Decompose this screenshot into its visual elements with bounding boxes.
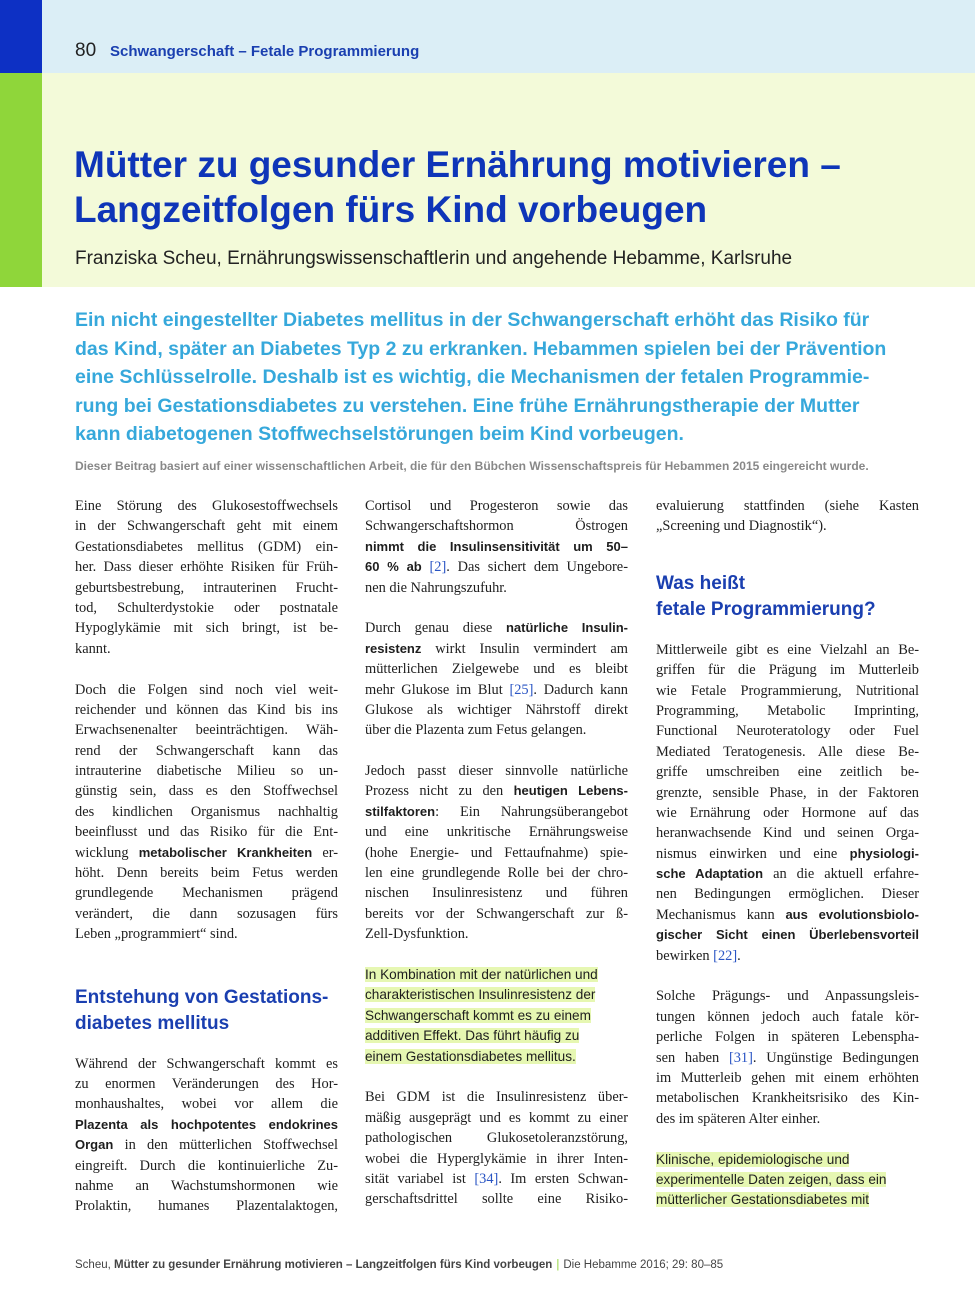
- text-line: sen haben [31]. Ungünstige Bedingungen: [656, 1049, 919, 1066]
- running-title: Schwangerschaft – Fetale Programmierung: [110, 43, 420, 60]
- text-line: eingreift. Durch die kontinuierliche Zu-: [75, 1157, 338, 1174]
- citation-link[interactable]: [31]: [728, 1049, 753, 1066]
- bold-term: resistenz: [365, 640, 422, 656]
- text-line: Während der Schwangerschaft kommt es: [75, 1055, 338, 1072]
- text-line: wobei die Hyperglykämie in ihrer Inten-: [365, 1150, 628, 1167]
- bold-term: 60 % ab: [365, 559, 422, 575]
- text-line: Eine Störung des Glukosestoffwechsels: [75, 498, 338, 514]
- text-line: [656, 925, 919, 945]
- column-1: [75, 496, 338, 1217]
- lead-line: das Kind, später an Diabetes Typ 2 zu erkranken. Hebammen spielen bei der Prävention: [75, 337, 887, 360]
- bold-term: nimmt die Insulinsensitivität um 50–: [365, 538, 628, 554]
- text-line: wie Fetale Programmierung, Nutritional: [656, 682, 919, 699]
- bold-term: gischer Sicht einen Überlebensvorteil: [656, 927, 919, 943]
- bold-term: heutigen Lebens-: [513, 783, 628, 799]
- text-line: evaluierung stattfinden (siehe Kasten: [656, 498, 919, 514]
- text-line: Glukose als wichtiger Nährstoff direkt: [365, 701, 628, 718]
- text-line: wie Ernährung oder Hormone auf das: [656, 804, 919, 821]
- page-number: 80: [75, 40, 97, 61]
- text-line: Gestationsdiabetes mellitus (GDM) ein-: [75, 538, 338, 555]
- text-line: stilfaktoren: Ein Nahrungsüberangebot: [365, 803, 628, 820]
- title-line: Mütter zu gesunder Ernährung motivieren –: [74, 144, 841, 185]
- section-heading: Entstehung von Gestations- diabetes mellitus: [75, 986, 329, 1034]
- bold-term: physiologi-: [849, 845, 919, 861]
- lead-line: Ein nicht eingestellter Diabetes mellitus in der Schwangerschaft erhöht das Risiko für: [75, 309, 870, 331]
- text-line: Mittlerweile gibt es eine Vielzahl an Be-: [656, 641, 919, 658]
- text-line: Erwachsenenalter beeinträchtigen. Wäh-: [75, 722, 338, 739]
- author-line: Franziska Scheu, Ernährungswissenschaftlerin und angehende Hebamme, Karlsruhe: [75, 248, 793, 269]
- lead-line: rung bei Gestationsdiabetes zu verstehen. Eine frühe Ernährungstherapie der Mutter: [75, 394, 860, 417]
- text-line: Doch die Folgen sind noch viel weit-: [75, 681, 338, 698]
- bold-term: aus evolutionsbiolo-: [785, 906, 919, 922]
- text-line: rend der Schwangerschaft kann das: [75, 742, 338, 759]
- text-line: Programming, Metabolic Imprinting,: [656, 702, 919, 719]
- text-line: bewirken [22].: [656, 947, 741, 964]
- text-line: heranwachsende Kind und seinen Orga-: [656, 825, 919, 842]
- text-line: Durch genau diese natürliche Insulin-: [365, 620, 628, 637]
- text-line: beeinflusst und das Risiko für die Ent-: [75, 824, 338, 841]
- text-line: griffen für die Prägung im Mutterleib: [656, 662, 919, 679]
- text-line: griffe umschreiben eine zeitlich be-: [656, 764, 919, 781]
- text-line: Mediated Teratogenesis. Alle diese Be-: [656, 743, 919, 760]
- bold-term: natürliche Insulin-: [505, 620, 628, 636]
- text-line: Solche Prägungs- und Anpassungsleis-: [656, 988, 919, 1005]
- page-footer: [75, 1256, 723, 1274]
- text-line: nahme an Wachstumshormonen wie: [75, 1177, 338, 1194]
- lead-line: eine Schlüsselrolle. Deshalb ist es wichtig, die Mechanismen der fetalen Programmie-: [75, 366, 870, 389]
- text-line: Hypoglykämie mit sich bringt, ist be-: [75, 620, 338, 637]
- text-line: grenzte, sensible Phase, in der Faktoren: [656, 784, 919, 801]
- text-line: Prolaktin, humanes Plazentalaktogen,: [75, 1198, 338, 1215]
- text-line: len eine grundlegende Rolle bei der chro-: [365, 865, 628, 882]
- citation-link[interactable]: [2]: [429, 559, 447, 576]
- footer-author: Scheu,: [75, 1259, 114, 1271]
- footer-title: Mütter zu gesunder Ernährung motivieren – Langzeitfolgen fürs Kind vorbeugen: [114, 1259, 553, 1271]
- title-accent-bar: [0, 73, 42, 287]
- text-line: Schwangerschaftshormon Östrogen: [365, 518, 628, 535]
- text-line: über die Plazenta zum Fetus gelangen.: [365, 722, 587, 739]
- text-line: nen Bedingungen ermöglichen. Dieser: [656, 886, 919, 903]
- title-line: Langzeitfolgen fürs Kind vorbeugen: [74, 189, 708, 230]
- text-line: Jedoch passt dieser sinnvolle natürliche: [365, 763, 628, 780]
- highlight-line: Schwangerschaft kommt es zu einem: [365, 1007, 591, 1023]
- highlight-line: Klinische, epidemiologische und: [656, 1151, 850, 1167]
- text-line: sität variabel ist [34]. Im ersten Schwan-: [365, 1170, 629, 1187]
- text-line: tod, Schulterdystokie oder postnatale: [75, 599, 338, 616]
- citation-link[interactable]: [25]: [509, 681, 534, 698]
- highlight-line: einem Gestationsdiabetes mellitus.: [365, 1048, 576, 1064]
- text-line: „Screening und Diagnostik“).: [656, 518, 827, 535]
- text-line: resistenz wirkt Insulin vermindert am: [365, 640, 628, 657]
- text-line: Leben „programmiert“ sind.: [75, 926, 238, 943]
- text-line: Organ in den mütterlichen Stoffwechsel: [75, 1137, 338, 1154]
- highlight-line: additiven Effekt. Das führt häufig zu: [365, 1028, 580, 1044]
- highlight-line: mütterlicher Gestationsdiabetes mit: [656, 1192, 870, 1208]
- text-line: Functional Neuroteratology oder Fuel: [656, 723, 919, 740]
- text-line: her. Dass dieser erhöhte Risiken für Früh-: [75, 559, 338, 576]
- text-line: mütterlichen Zielgewebe und es bleibt: [365, 661, 628, 678]
- text-line: im Mutterleib gehen mit einem erhöhten: [656, 1069, 919, 1086]
- text-line: günstig sein, dass es den Stoffwechsel: [75, 783, 338, 800]
- text-line: Prozess nicht zu den heutigen Lebens-: [365, 783, 628, 800]
- bold-term: stilfaktoren: [365, 803, 436, 819]
- column-3: [656, 496, 919, 1211]
- text-line: Mechanismus kann aus evolutionsbiolo-: [656, 906, 919, 923]
- header-accent-bar: [0, 0, 42, 73]
- text-line: pathologischen Glukosetoleranzstörung,: [365, 1130, 628, 1147]
- text-line: und eine unkritische Ernährungsweise: [365, 824, 628, 841]
- bold-term: sche Adaptation: [656, 866, 764, 882]
- text-line: reichender und können das Kind bis ins: [75, 701, 338, 718]
- text-line: mehr Glukose im Blut [25]. Dadurch kann: [365, 681, 628, 698]
- citation-link[interactable]: [22]: [713, 947, 738, 964]
- bold-term: Organ: [75, 1137, 114, 1153]
- bold-term: Plazenta als hochpotentes endokrines: [75, 1116, 338, 1132]
- text-line: nismus einwirken und eine physiologi-: [656, 845, 919, 862]
- text-line: Zell-Dysfunktion.: [365, 926, 469, 943]
- text-line: sche Adaptation an die aktuell erfahre-: [656, 866, 919, 883]
- basis-note: Dieser Beitrag basiert auf einer wissenschaftlichen Arbeit, die für den Bübchen Wissenschaftspreis für Hebammen 2015 eingereicht wurde.: [75, 459, 869, 473]
- text-line: bereits vor der Schwangerschaft zur ß-: [365, 905, 628, 922]
- footer-separator: |: [556, 1259, 560, 1271]
- text-line: in der Schwangerschaft geht mit einem: [75, 518, 338, 535]
- bold-term: metabolischer Krankheiten: [138, 844, 313, 860]
- text-line: kannt.: [75, 640, 111, 657]
- lead-line: kann diabetogenen Stoffwechselstörungen beim Kind vorbeugen.: [75, 423, 684, 446]
- text-line: wicklung metabolischer Krankheiten er-: [75, 844, 339, 861]
- text-line: des im späteren Alter einher.: [656, 1110, 821, 1127]
- article-title: [74, 142, 934, 232]
- text-line: Bei GDM ist die Insulinresistenz über-: [365, 1089, 628, 1106]
- highlight-line: In Kombination mit der natürlichen und: [365, 966, 598, 982]
- text-line: grundlegende Mechanismen prägend: [75, 885, 338, 902]
- highlight-line: experimentelle Daten zeigen, dass ein: [656, 1171, 887, 1187]
- text-line: metabolischen Krankheitsrisiko des Kin-: [656, 1090, 919, 1107]
- section-heading: Was heißt fetale Programmierung?: [656, 572, 876, 620]
- text-line: 60 % ab [2]. Das sichert dem Ungebore-: [365, 559, 628, 576]
- text-line: tungen können jedoch auch fatale kör-: [656, 1008, 919, 1025]
- text-line: gerschaftsdrittel sollte eine Risiko-: [365, 1191, 628, 1208]
- text-line: des kindlichen Organismus nachhaltig: [75, 803, 338, 820]
- text-line: perliche Folgen in späteren Lebenspha-: [656, 1029, 919, 1046]
- text-line: nischen Insulinresistenz und führen: [365, 885, 628, 902]
- text-line: monhaushaltes, wobei vor allem die: [75, 1096, 338, 1113]
- highlight-line: charakteristischen Insulinresistenz der: [365, 987, 596, 1003]
- text-line: geburtsbestrebung, intrauterinen Frucht-: [75, 579, 338, 596]
- citation-link[interactable]: [34]: [474, 1170, 499, 1187]
- column-2: [365, 496, 628, 1210]
- lead-paragraph: [75, 306, 925, 449]
- text-line: [75, 1115, 338, 1135]
- text-line: verändert, die dann sozusagen fürs: [75, 905, 338, 922]
- text-line: Cortisol und Progesteron sowie das: [365, 498, 628, 514]
- text-line: mäßig ausgeprägt und es kommt zu einer: [365, 1109, 628, 1126]
- text-line: [365, 537, 628, 557]
- text-line: höht. Denn bereits beim Fetus werden: [75, 865, 338, 882]
- footer-citation: Die Hebamme 2016; 29: 80–85: [563, 1259, 724, 1271]
- text-line: intrauterine diabetische Milieu so un-: [75, 763, 338, 780]
- text-line: nen die Nahrungszufuhr.: [365, 579, 507, 596]
- text-line: zu enormen Veränderungen des Hor-: [75, 1075, 338, 1092]
- text-line: (hohe Energie- und Fettaufnahme) spie-: [365, 844, 628, 861]
